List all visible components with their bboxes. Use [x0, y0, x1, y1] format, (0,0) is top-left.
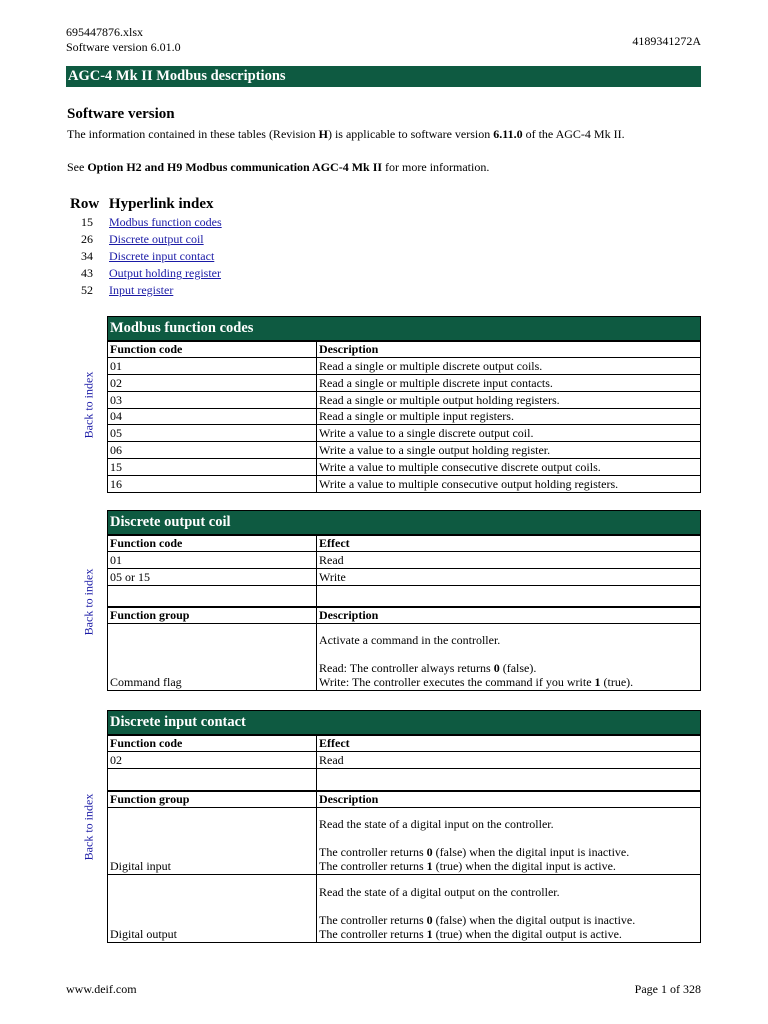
- empty-row: [108, 768, 700, 790]
- code-cell: 02: [108, 752, 317, 768]
- code-cell: 16: [108, 476, 317, 492]
- index-item: [66, 215, 466, 232]
- document-number: 4189341272A: [632, 34, 701, 48]
- group-cell: Digital output: [108, 875, 317, 942]
- group-row: [108, 874, 700, 942]
- index-row-number: 26: [81, 232, 93, 246]
- table-row: [108, 751, 700, 768]
- description-cell: Read a single or multiple output holding registers.: [319, 392, 560, 407]
- group-row: [108, 623, 700, 690]
- column-header: Function code: [108, 342, 317, 357]
- column-header: Function group: [108, 792, 317, 807]
- table-header-row: [108, 534, 700, 551]
- description-cell: Read a single or multiple discrete output coils.: [319, 358, 543, 373]
- software-version-heading: Software version: [67, 106, 175, 122]
- column-header: Function group: [108, 608, 317, 623]
- index-item: [66, 232, 466, 249]
- reference-paragraph: See Option H2 and H9 Modbus communication AGC-4 Mk II for more information.: [67, 160, 490, 174]
- table-row: [108, 568, 700, 585]
- group-description-cell: Read the state of a digital input on the controller. The controller returns 0 (false) when the digital input is inactive. The controller returns 1 (true) when the digital input is active.: [319, 816, 630, 873]
- index-row-number: 43: [81, 266, 93, 280]
- index-link-holding-register[interactable]: Output holding register: [109, 266, 221, 280]
- code-cell: 06: [108, 442, 317, 458]
- column-header: Effect: [319, 535, 350, 550]
- column-header: Description: [319, 341, 379, 356]
- file-name: 695447876.xlsx: [66, 25, 144, 39]
- table-row: [108, 475, 700, 492]
- table-title: Modbus function codes: [108, 317, 700, 340]
- table-row: [108, 441, 700, 458]
- table-header-row: [108, 340, 700, 357]
- empty-row: [108, 585, 700, 606]
- index-item: [66, 249, 466, 266]
- table-row: [108, 391, 700, 408]
- row-column-heading: Row: [70, 196, 100, 212]
- back-to-index-link[interactable]: Back to index: [81, 371, 96, 438]
- hyperlink-index-heading: [70, 196, 214, 213]
- table-row: [108, 374, 700, 391]
- revision-paragraph: The information contained in these tables (Revision H) is applicable to software version 6.11.0 of the AGC-4 Mk II.: [67, 127, 625, 141]
- input-contact-table: [107, 710, 701, 943]
- description-cell: Write a value to multiple consecutive output holding registers.: [319, 477, 619, 492]
- table-row: [108, 408, 700, 425]
- table-header-row: [108, 734, 700, 751]
- table-row: [108, 458, 700, 475]
- group-row: [108, 807, 700, 874]
- index-row-number: 15: [81, 215, 93, 229]
- table-title: Discrete output coil: [108, 511, 700, 534]
- index-item: [66, 283, 466, 300]
- function-codes-table: [107, 316, 701, 493]
- code-cell: 15: [108, 459, 317, 475]
- group-description-cell: Read the state of a digital output on the controller. The controller returns 0 (false) when the digital output is inactive. The controller returns 1 (true) when the digital output is active.: [319, 884, 636, 941]
- code-cell: 01: [108, 552, 317, 568]
- column-header: Effect: [319, 735, 350, 750]
- index-link-input-contact[interactable]: Discrete input contact: [109, 249, 215, 263]
- index-row-number: 34: [81, 249, 93, 263]
- back-to-index-link[interactable]: Back to index: [81, 568, 96, 635]
- index-link-input-register[interactable]: Input register: [109, 283, 174, 297]
- back-to-index-link[interactable]: Back to index: [81, 793, 96, 860]
- software-version-label: Software version 6.01.0: [66, 40, 181, 54]
- table-row: [108, 357, 700, 374]
- table-row: [108, 424, 700, 441]
- column-header: Description: [319, 607, 379, 622]
- footer-website: www.deif.com: [66, 982, 137, 996]
- group-description-cell: Activate a command in the controller. Read: The controller always returns 0 (false). Write: The controller executes the command if you write 1 (true).: [319, 632, 634, 689]
- group-header-row: [108, 790, 700, 807]
- code-cell: 05: [108, 425, 317, 441]
- table-row: [108, 551, 700, 568]
- footer-page-number: Page 1 of 328: [634, 982, 701, 996]
- description-cell: Write a value to multiple consecutive discrete output coils.: [319, 460, 601, 475]
- code-cell: 03: [108, 392, 317, 408]
- column-header: Function code: [108, 536, 317, 551]
- code-cell: 02: [108, 375, 317, 391]
- index-row-number: 52: [81, 283, 93, 297]
- group-cell: Command flag: [108, 624, 317, 690]
- code-cell: 01: [108, 358, 317, 374]
- index-link-function-codes[interactable]: Modbus function codes: [109, 215, 222, 229]
- effect-cell: Write: [319, 569, 346, 584]
- effect-cell: Read: [319, 752, 344, 767]
- description-cell: Read a single or multiple discrete input contacts.: [319, 375, 553, 390]
- page-title-banner: AGC-4 Mk II Modbus descriptions: [66, 66, 701, 87]
- group-cell: Digital input: [108, 808, 317, 874]
- output-coil-table: [107, 510, 701, 691]
- column-header: Function code: [108, 736, 317, 751]
- hyperlink-column-heading: Hyperlink index: [108, 196, 214, 212]
- code-cell: 04: [108, 409, 317, 425]
- index-link-output-coil[interactable]: Discrete output coil: [109, 232, 204, 246]
- table-title: Discrete input contact: [108, 711, 700, 734]
- index-item: [66, 266, 466, 283]
- description-cell: Read a single or multiple input registers.: [319, 409, 514, 424]
- page-header-left: [66, 25, 181, 55]
- effect-cell: Read: [319, 552, 344, 567]
- column-header: Description: [319, 791, 379, 806]
- group-header-row: [108, 606, 700, 623]
- description-cell: Write a value to a single discrete output coil.: [319, 426, 534, 441]
- description-cell: Write a value to a single output holding register.: [319, 443, 551, 458]
- code-cell: 05 or 15: [108, 569, 317, 585]
